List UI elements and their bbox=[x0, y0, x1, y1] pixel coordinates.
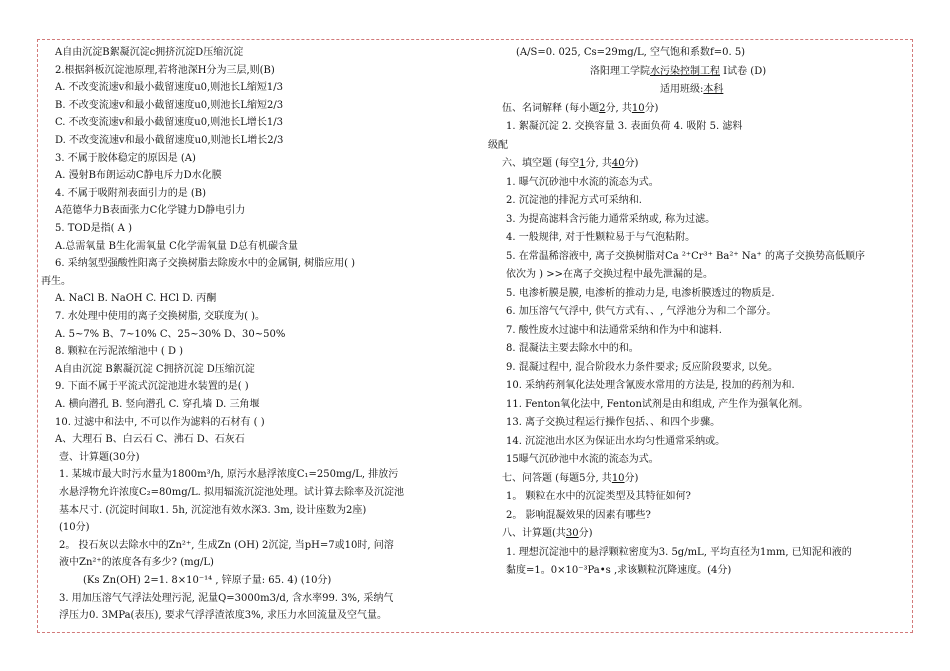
section-title-part: 计算题(30分) bbox=[79, 451, 140, 463]
section-title-part: 名词解释 (每小题 bbox=[522, 102, 600, 114]
section-title-part: 分) bbox=[624, 472, 639, 484]
question-line: 3. 不属于胶体稳定的原因是 (A) bbox=[55, 152, 196, 164]
term-list: 1. 絮凝沉淀 2. 交换容量 3. 表面负荷 4. 吸附 5. 滤料 bbox=[506, 121, 743, 132]
section-title-part: 10 bbox=[611, 472, 625, 484]
option-line: A. NaCl B. NaOH C. HCl D. 丙酮 bbox=[55, 293, 217, 305]
section-title-part: 填空题 (每空 bbox=[522, 158, 580, 169]
fill-blank-item: 5. 电渗析膜是膜, 电渗析的推动力是, 电渗析膜透过的物质是. bbox=[506, 287, 775, 299]
option-line: D. 不改变流速v和最小截留速度u0,则池长L增长2/3 bbox=[55, 135, 284, 146]
option-line: A自由沉淀 B絮凝沉淀 C拥挤沉淀 D压缩沉淀 bbox=[55, 363, 255, 375]
fill-blank-item: 10. 采纳药剂氧化法处理含氰废水常用的方法是, 投加的药剂为和. bbox=[506, 380, 795, 391]
problem-line: (Ks Zn(OH) 2=1. 8×10⁻¹⁴ , 锌原子量: 65. 4) (10分) bbox=[83, 575, 332, 586]
fill-blank-item: 5. 在常温稀溶液中, 离子交换树脂对Ca ²⁺Cr³⁺ Ba²⁺ Na⁺ 的离子交换势高低顺序 bbox=[506, 250, 865, 262]
option-line: B. 不改变流速v和最小截留速度u0,则池长L缩短2/3 bbox=[55, 99, 284, 111]
calc-problem-line: 1. 理想沉淀池中的悬浮颗粒密度为3. 5g/mL, 平均直径为1mm, 已知泥和液的 bbox=[506, 546, 852, 558]
option-line: A. 不改变流速v和最小截留速度u0,则池长L缩短1/3 bbox=[55, 82, 283, 94]
fill-blank-item: 8. 混凝法主要去除水中的和。 bbox=[506, 343, 639, 354]
section-title-part: 30 bbox=[565, 528, 579, 539]
section-title-part: 问答题 (每题5分, 共 bbox=[522, 472, 612, 484]
fill-blank-item: 6. 加压溶气气浮中, 供气方式有、、, 气浮池分为和二个部分。 bbox=[506, 306, 777, 317]
option-line: C. 不改变流速v和最小截留速度u0,则池长L增长1/3 bbox=[55, 117, 284, 129]
exam-header-part: 水污染控制工程 bbox=[650, 65, 720, 77]
question-line: 10. 过滤中和法中, 不可以作为滤料的石材有 ( ) bbox=[55, 416, 265, 428]
section-title-part: 2 bbox=[599, 102, 606, 114]
fill-blank-item: 15曝气沉砂池中水流的流态为式。 bbox=[506, 454, 659, 465]
problem-line: 液中Zn²⁺的浓度各有多少? (mg/L) bbox=[59, 557, 214, 569]
question-line: 2.根据斜板沉淀池原理,若将池深H分为三层,则(B) bbox=[55, 64, 275, 76]
option-line: A自由沉淀B絮凝沉淀c拥挤沉淀D压缩沉淀 bbox=[55, 47, 244, 58]
applicable-class-part: 适用班级: bbox=[660, 84, 704, 95]
fill-blank-item: 11. Fenton氧化法中, Fenton试剂是由和组成, 产生作为强氧化剂。 bbox=[506, 398, 809, 410]
fill-blank-item: 3. 为提高滤料含污能力通常采纳或, 称为过滤。 bbox=[506, 213, 716, 225]
problem-line: (10分) bbox=[59, 522, 90, 534]
section-title-part: 七、 bbox=[502, 472, 522, 484]
fill-blank-item: 4. 一般规律, 对于性颗粒易于与气泡粘附。 bbox=[506, 232, 696, 243]
exam-header-part: 洛阳理工学院 bbox=[590, 65, 650, 77]
question-line: 4. 不属于吸附剂表面引力的是 (B) bbox=[55, 187, 207, 199]
problem-line: 3. 用加压溶气气浮法处理污泥, 泥量Q=3000m3/d, 含水率99. 3%, 采纳气 bbox=[59, 592, 394, 604]
essay-question: 1。 颗粒在水中的沉淀类型及其特征如何? bbox=[506, 491, 691, 502]
fill-blank-item: 1. 曝气沉砂池中水流的流态为式。 bbox=[506, 176, 659, 188]
continuation-line: (A/S=0. 025, Cs=29mg/L, 空气饱和系数f=0. 5) bbox=[516, 47, 746, 58]
problem-line: 1. 某城市最大时污水量为1800m³/h, 原污水悬浮浓度C₁=250mg/L, 排放污 bbox=[59, 469, 399, 481]
section-title-part: 10 bbox=[631, 102, 645, 114]
section-title-part: 八、 bbox=[502, 528, 522, 539]
option-line: A. 漫射B布朗运动C静电斥力D水化膜 bbox=[55, 170, 222, 182]
section-title-part: 分, 共 bbox=[585, 158, 612, 169]
section-title-part: 计算题(共 bbox=[522, 528, 566, 539]
fill-blank-item: 9. 混凝过程中, 混合阶段水力条件要求; 反应阶段要求, 以免。 bbox=[506, 361, 778, 373]
applicable-class bbox=[660, 79, 723, 100]
fill-blank-item: 13. 离子交换过程运行操作包括、、和四个步骤。 bbox=[506, 417, 721, 428]
section-title-part: 40 bbox=[611, 158, 625, 169]
question-line: 6. 采纳氢型强酸性阳离子交换树脂去除废水中的金属铜, 树脂应用( ) bbox=[55, 258, 356, 270]
question-line: 9. 下面不属于平流式沉淀池进水装置的是( ) bbox=[55, 381, 249, 393]
problem-line: 基本尺寸. (沉淀时间取1. 5h, 沉淀池有效水深3. 3m, 设计座数为2座) bbox=[59, 504, 367, 516]
section-title-part: 伍、 bbox=[502, 102, 522, 114]
section-title-part: 1 bbox=[579, 158, 586, 169]
question-line: 8. 颗粒在污泥浓缩池中 ( D ) bbox=[55, 346, 184, 358]
fill-blank-item: 7. 酸性废水过滤中和法通常采纳和作为中和滤料. bbox=[506, 324, 722, 336]
option-line: A.总需氧量 B生化需氧量 C化学需氧量 D总有机碳含量 bbox=[55, 240, 298, 252]
option-line: A、大理石 B、白云石 C、沸石 D、石灰石 bbox=[55, 434, 245, 446]
fill-blank-item: 14. 沉淀池出水区为保证出水均匀性通常采纳或。 bbox=[506, 435, 726, 447]
option-line: A. 横向潜孔 B. 竖向潜孔 C. 穿孔墙 D. 三角堰 bbox=[55, 399, 260, 410]
question-line: 再生。 bbox=[41, 275, 71, 287]
option-line: A范德华力B表面张力C化学键力D静电引力 bbox=[55, 205, 246, 217]
fill-blank-item: 2. 沉淀池的排泥方式可采纳和. bbox=[506, 195, 642, 206]
term-list-wrap: 级配 bbox=[488, 139, 508, 151]
fill-blank-item: 依次为 ) >>在离子交换过程中最先泄漏的是。 bbox=[506, 269, 714, 280]
option-line: A. 5~7% B、7~10% C、25~30% D、30~50% bbox=[55, 328, 286, 340]
section-title-part: 分, 共 bbox=[605, 102, 632, 114]
problem-line: 水悬浮物允许浓度C₂=80mg/L. 拟用辐流沉淀池处理。试计算去除率及沉淀池 bbox=[59, 487, 405, 498]
section-title-part: 分) bbox=[624, 158, 639, 169]
question-line: 7. 水处理中使用的离子交换树脂, 交联度为( )。 bbox=[55, 311, 266, 322]
calc-problem-line: 黏度=1。0×10⁻³Pa•s ,求该颗粒沉降速度。(4分) bbox=[506, 565, 732, 576]
applicable-class-part: 本科 bbox=[703, 84, 724, 95]
problem-line: 浮压力0. 3MPa(表压), 要求气浮浮渣浓度3%, 求压力水回流量及空气量。 bbox=[59, 610, 387, 622]
section-title-part: 壹、 bbox=[59, 451, 79, 463]
section-title-part: 六、 bbox=[502, 158, 522, 169]
question-line: 5. TOD是指( A ) bbox=[55, 223, 132, 234]
exam-header-part: I试卷 (D) bbox=[720, 65, 767, 77]
section-title-part: 分) bbox=[644, 102, 659, 114]
essay-question: 2。 影响混凝效果的因素有哪些? bbox=[506, 509, 651, 521]
section-title-part: 分) bbox=[578, 528, 593, 539]
problem-line: 2。 投石灰以去除水中的Zn²⁺, 生成Zn (OH) 2沉淀, 当pH=7或10时, 问溶 bbox=[59, 539, 394, 551]
